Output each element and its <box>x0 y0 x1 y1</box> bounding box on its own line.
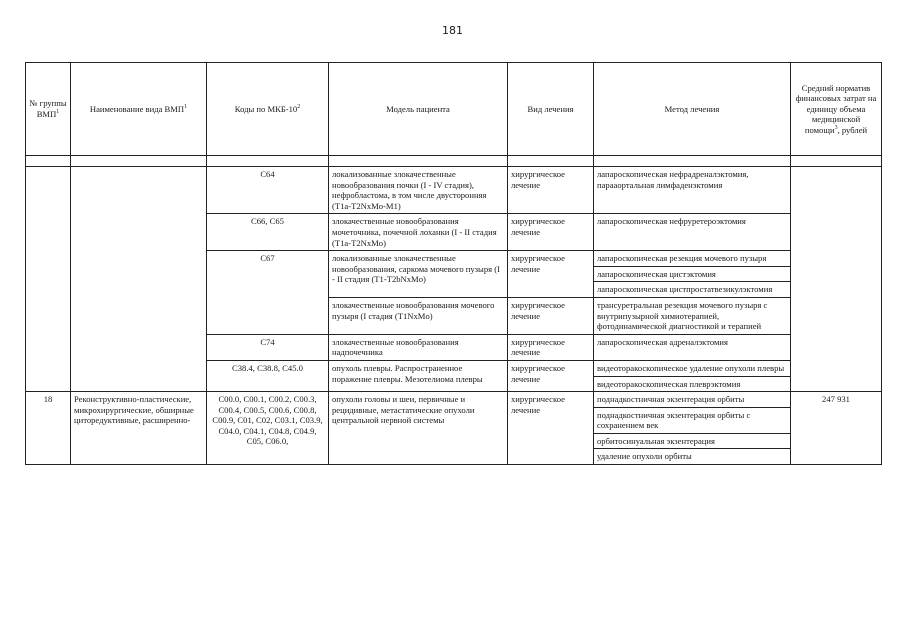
treatment-method-cell: видеоторакоскопическая плеврэктомия <box>594 376 791 392</box>
treatment-type-cell: хирургическое лечение <box>508 251 594 298</box>
treatment-method-cell: лапароскопическая резекция мочевого пузыря <box>594 251 791 267</box>
header-patient-model: Модель пациента <box>329 63 508 156</box>
header-cost-norm: Средний норматив финансовых затрат на единицу объема медицинской помощи$^3$, рублей <box>791 63 882 156</box>
icd-codes-cell: C00.0, C00.1, C00.2, C00.3, C00.4, C00.5, C00.6, C00.8, C00.9, C01, C02, C03.1, C03.9, C04.0, C04.1, C04.8, C04.9, C05, C06.0, <box>207 392 329 465</box>
treatment-type-cell: хирургическое лечение <box>508 214 594 251</box>
treatment-method-cell: видеоторакоскопическое удаление опухоли плевры <box>594 360 791 376</box>
vmp-name-cell: Реконструктивно-пластические, микрохирургические, обширные циторедуктивные, расширенно- <box>71 392 207 465</box>
treatment-type-cell: хирургическое лечение <box>508 334 594 360</box>
table-row <box>26 392 882 408</box>
icd-codes-cell: C67 <box>207 251 329 335</box>
treatment-method-cell: лапароскопическая цистэктомия <box>594 266 791 282</box>
treatment-method-cell: лапароскопическая нефрадреналэктомия, парааортальная лимфаденэктомия <box>594 167 791 214</box>
patient-model-cell: злокачественные новообразования мочевого пузыря (I стадия (T1NxMo) <box>329 297 508 334</box>
treatment-method-cell: поднадкостничная экзентерация орбиты с сохранением век <box>594 407 791 433</box>
header-spacer-row <box>26 156 882 167</box>
cost-norm-cell <box>791 167 882 392</box>
treatment-method-cell: удаление опухоли орбиты <box>594 449 791 465</box>
header-vmp-name: Наименование вида ВМП$^1$ <box>71 63 207 156</box>
group-number-cell: 18 <box>26 392 71 465</box>
treatment-type-cell: хирургическое лечение <box>508 392 594 465</box>
vmp-name-cell <box>71 167 207 392</box>
treatment-method-cell: трансуретральная резекция мочевого пузыря с внутрипузырной химиотерапией, фотодинамической диагностикой и терапией <box>594 297 791 334</box>
treatment-type-cell: хирургическое лечение <box>508 167 594 214</box>
page-number: 181 <box>442 24 463 37</box>
cost-norm-cell: 247 931 <box>791 392 882 465</box>
treatment-method-cell: поднадкостничная экзентерация орбиты <box>594 392 791 408</box>
header-row <box>26 63 882 156</box>
vmp-table <box>25 62 882 465</box>
treatment-method-cell: лапароскопическая нефруретероэктомия <box>594 214 791 251</box>
table-row <box>26 167 882 214</box>
patient-model-cell: локализованные злокачественные новообразования, саркома мочевого пузыря (I - II стадия (T1-T2bNxMo) <box>329 251 508 298</box>
header-icd-codes: Коды по МКБ-$10^2$ <box>207 63 329 156</box>
patient-model-cell: злокачественные новообразования надпочечника <box>329 334 508 360</box>
treatment-type-cell: хирургическое лечение <box>508 360 594 391</box>
treatment-method-cell: орбитосинуальная экзентерация <box>594 433 791 449</box>
patient-model-cell: опухоль плевры. Распространенное поражение плевры. Мезотелиома плевры <box>329 360 508 391</box>
patient-model-cell: опухоли головы и шеи, первичные и рецидивные, метастатические опухоли центральной нервной системы <box>329 392 508 465</box>
header-group-number: № группы ВМП$^1$ <box>26 63 71 156</box>
treatment-method-cell: лапароскопическая цистпростатвезикулэктомия <box>594 282 791 298</box>
patient-model-cell: злокачественные новообразования мочеточника, почечной лоханки (I - II стадия (T1a-T2NxMo) <box>329 214 508 251</box>
treatment-method-cell: лапароскопическая адреналэктомия <box>594 334 791 360</box>
group-number-cell <box>26 167 71 392</box>
header-treatment-method: Метод лечения <box>594 63 791 156</box>
icd-codes-cell: C66, C65 <box>207 214 329 251</box>
icd-codes-cell: C38.4, C38.8, C45.0 <box>207 360 329 391</box>
patient-model-cell: локализованные злокачественные новообразования почки (I - IV стадия), нефробластома, в том числе двусторонняя (T1a-T2NxMo-M1) <box>329 167 508 214</box>
header-treatment-type: Вид лечения <box>508 63 594 156</box>
treatment-type-cell: хирургическое лечение <box>508 297 594 334</box>
icd-codes-cell: C64 <box>207 167 329 214</box>
icd-codes-cell: C74 <box>207 334 329 360</box>
